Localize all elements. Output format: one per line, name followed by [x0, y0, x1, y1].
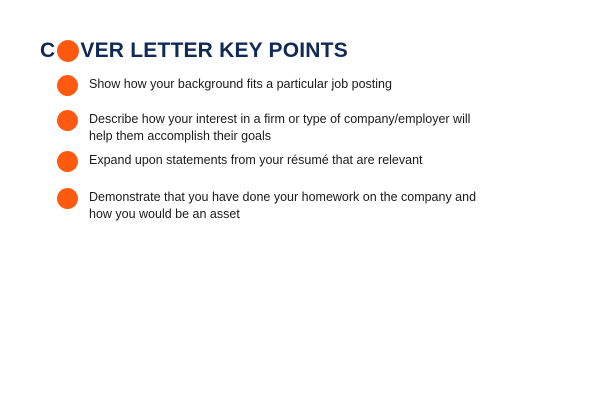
- title-text-end: VER LETTER KEY POINTS: [80, 39, 348, 62]
- key-point-text: Show how your background fits a particular job posting: [89, 77, 392, 91]
- bullet-circle-icon: [57, 151, 78, 172]
- key-point-text: Describe how your interest in a firm or type of company/employer will help them accomplish their goals: [89, 112, 471, 143]
- key-point-text: Expand upon statements from your résumé that are relevant: [89, 153, 423, 167]
- page-title: [40, 38, 348, 64]
- title-text-start: C: [40, 39, 56, 62]
- title-o-circle: [57, 40, 79, 62]
- bullet-circle-icon: [57, 75, 78, 96]
- bullet-circle-icon: [57, 188, 78, 209]
- key-point-text: Demonstrate that you have done your homework on the company and how you would be an asset: [89, 190, 477, 221]
- bullet-circle-icon: [57, 110, 78, 131]
